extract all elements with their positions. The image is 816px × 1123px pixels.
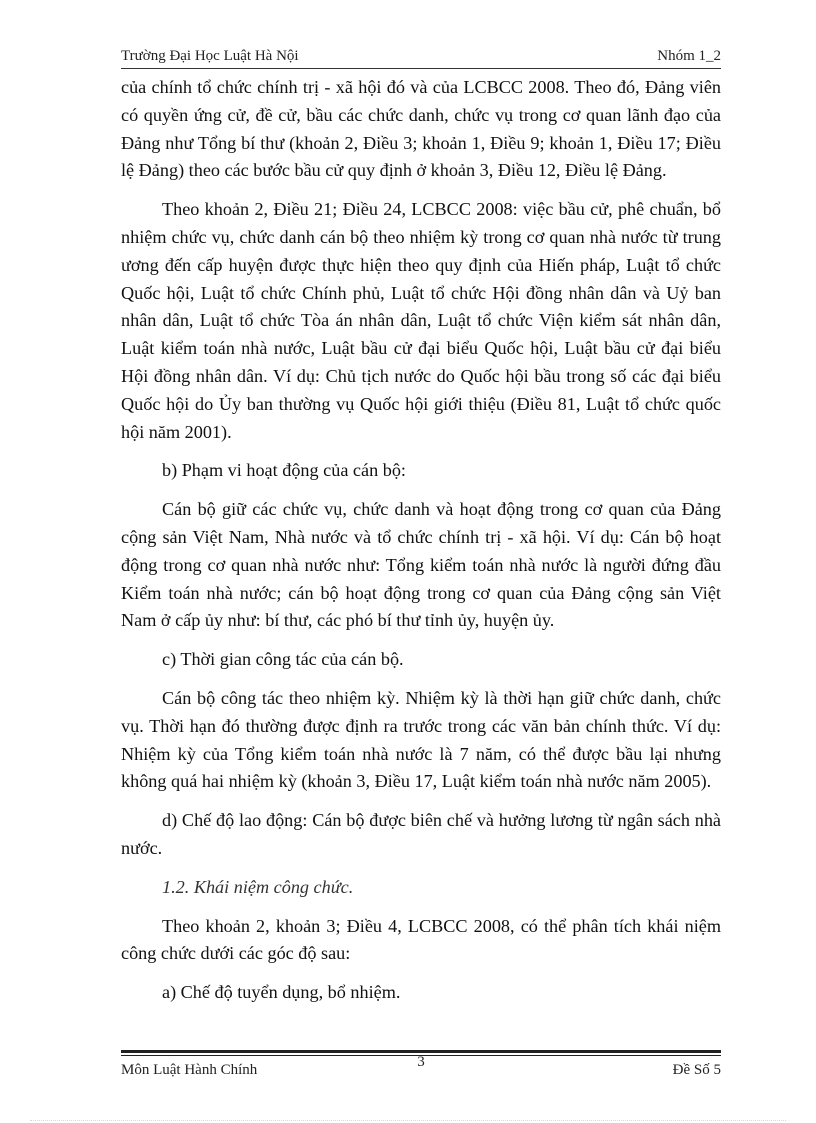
footer-subject: Môn Luật Hành Chính [121,1062,258,1078]
document-body [121,74,721,1018]
page-bottom-edge [30,1120,786,1121]
page-footer [121,1054,721,1080]
header-divider [121,68,721,69]
footer-topic-number: Đề Số 5 [672,1062,721,1078]
subheading-working-time: c) Thời gian công tác của cán bộ. [162,649,404,670]
header-school-name: Trường Đại Học Luật Hà Nội [121,48,299,64]
section-heading-civil-servant: 1.2. Khái niệm công chức. [162,876,354,897]
paragraph-election-law: Theo khoản 2, Điều 21; Điều 24, LCBCC 2008: việc bầu cử, phê chuẩn, bổ nhiệm chức vụ, chức danh cán bộ theo nhiệm kỳ trong cơ quan nhà nước từ trung ương đến cấp huyện được thực hiện theo quy định của Hiến pháp, Luật tổ chức Quốc hội, Luật tổ chức Chính phủ, Luật tổ chức Hội đồng nhân dân và Uỷ ban nhân dân, Luật tổ chức Tòa án nhân dân, Luật tổ chức Viện kiểm sát nhân dân, Luật kiểm toán nhà nước, Luật bầu cử đại biểu Quốc hội, Luật bầu cử đại biểu Hội đồng nhân dân. Ví dụ: Chủ tịch nước do Quốc hội bầu trong số các đại biểu Quốc hội do Ủy ban thường vụ Quốc hội giới thiệu (Điều 81, Luật tổ chức quốc hội năm 2001). [121,199,721,442]
page-number: 3 [417,1054,425,1070]
subheading-scope: b) Phạm vi hoạt động của cán bộ: [162,460,406,481]
subheading-recruitment: a) Chế độ tuyển dụng, bổ nhiệm. [162,982,401,1003]
paragraph-continuation: của chính tổ chức chính trị - xã hội đó và của LCBCC 2008. Theo đó, Đảng viên có quyền ứng cử, đề cử, bầu các chức danh, chức vụ trong cơ quan lãnh đạo của Đảng như Tổng bí thư (khoản 2, Điều 3; khoản 1, Điều 9; khoản 1, Điều 17; Điều lệ Đảng) theo các bước bầu cử quy định ở khoản 3, Điều 12, Điều lệ Đảng. [121,77,721,181]
page-header [121,46,721,68]
paragraph-labor-regime: d) Chế độ lao động: Cán bộ được biên chế và hưởng lương từ ngân sách nhà nước. [121,810,721,858]
paragraph-scope: Cán bộ giữ các chức vụ, chức danh và hoạt động trong cơ quan của Đảng cộng sản Việt Nam, Nhà nước và tổ chức chính trị - xã hội. Ví dụ: Cán bộ hoạt động trong cơ quan nhà nước như: Tổng kiểm toán nhà nước là người đứng đầu Kiểm toán nhà nước; cán bộ hoạt động trong cơ quan của Đảng cộng sản Việt Nam ở cấp ủy như: bí thư, các phó bí thư tỉnh ủy, huyện ủy. [121,499,721,631]
paragraph-civil-servant-intro: Theo khoản 2, khoản 3; Điều 4, LCBCC 2008, có thể phân tích khái niệm công chức dưới các góc độ sau: [121,915,721,964]
header-group-name: Nhóm 1_2 [657,48,721,64]
paragraph-working-time: Cán bộ công tác theo nhiệm kỳ. Nhiệm kỳ là thời hạn giữ chức danh, chức vụ. Thời hạn đó thường được định ra trước trong các văn bản chính thức. Ví dụ: Nhiệm kỳ của Tổng kiểm toán nhà nước là 7 năm, có thể được bầu lại nhưng không quá hai nhiệm kỳ (khoản 3, Điều 17, Luật kiểm toán nhà nước năm 2005). [121,687,721,792]
